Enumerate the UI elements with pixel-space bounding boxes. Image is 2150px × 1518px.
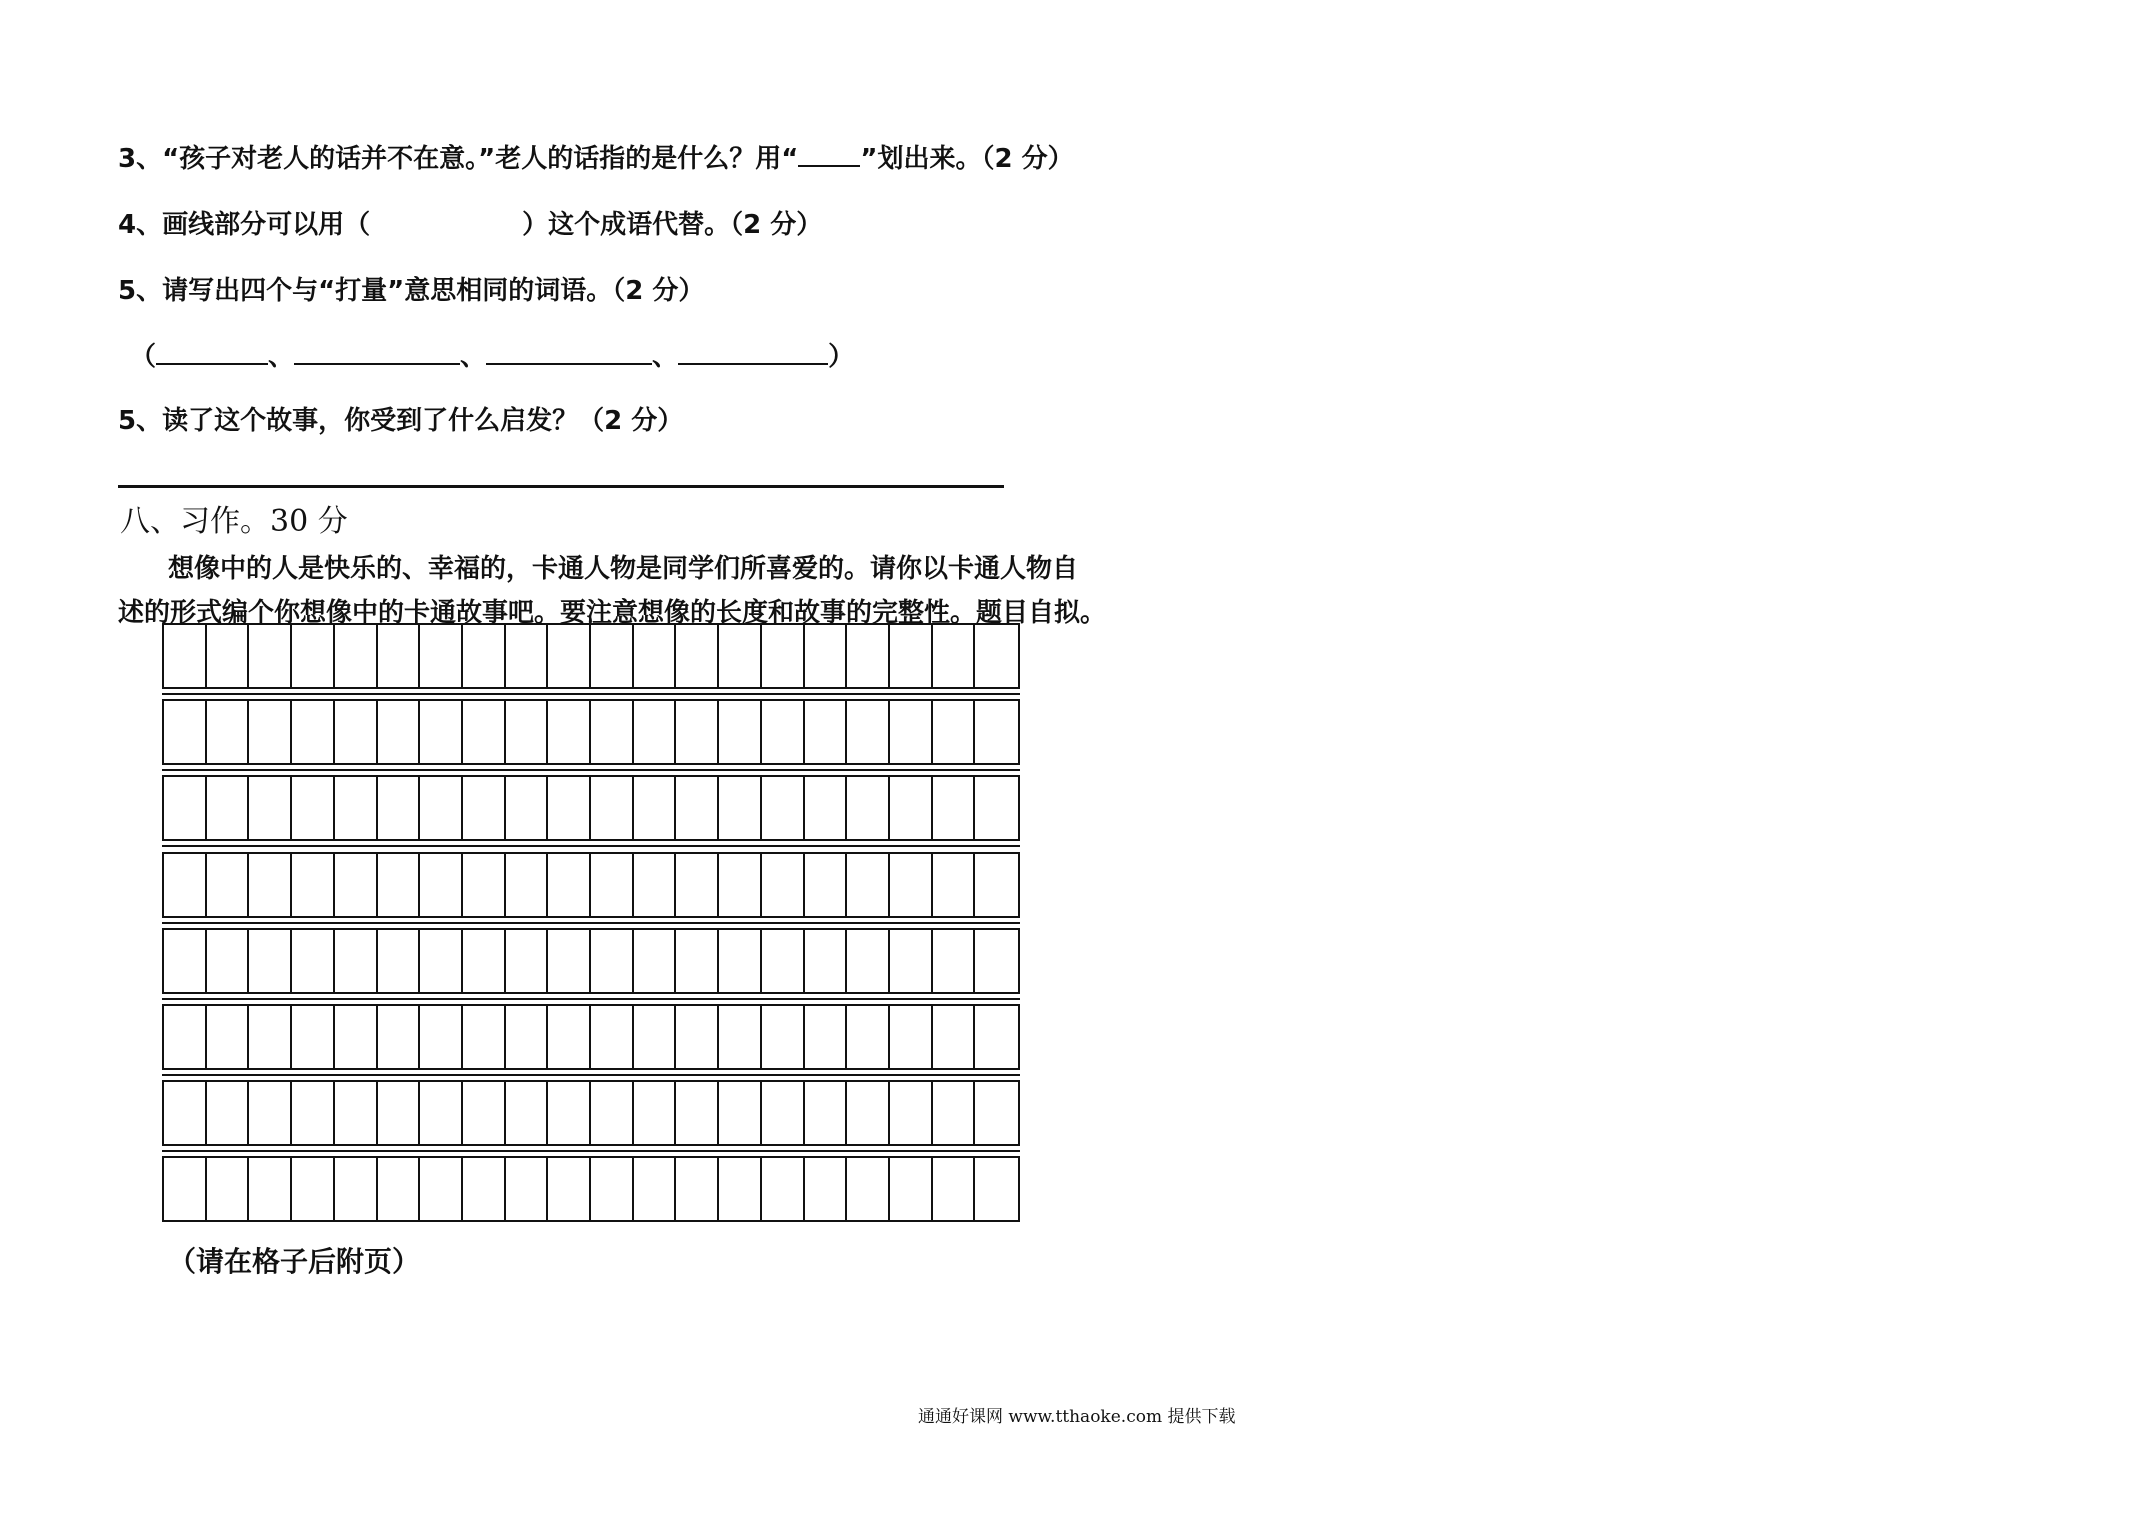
grid-row-divider <box>162 693 1020 695</box>
grid-row <box>162 852 1020 918</box>
grid-cell[interactable] <box>719 701 762 763</box>
grid-row <box>162 699 1020 765</box>
grid-cell[interactable] <box>847 701 890 763</box>
grid-cell[interactable] <box>506 854 549 916</box>
grid-cell[interactable] <box>975 1006 1018 1068</box>
grid-cell[interactable] <box>591 930 634 992</box>
grid-cell[interactable] <box>335 854 378 916</box>
grid-cell[interactable] <box>719 1006 762 1068</box>
grid-cell[interactable] <box>975 930 1018 992</box>
grid-cell[interactable] <box>420 854 463 916</box>
question-3-text: 3、“孩子对老人的话并不在意。”老人的话指的是什么？用“ <box>118 144 799 174</box>
grid-cell[interactable] <box>292 854 335 916</box>
grid-cell[interactable] <box>805 1006 848 1068</box>
grid-cell[interactable] <box>207 1158 250 1220</box>
grid-cell[interactable] <box>506 1158 549 1220</box>
grid-cell[interactable] <box>933 701 976 763</box>
grid-cell[interactable] <box>975 625 1018 687</box>
grid-cell[interactable] <box>249 1158 292 1220</box>
grid-cell[interactable] <box>335 930 378 992</box>
grid-row <box>162 1004 1020 1070</box>
grid-cell[interactable] <box>420 777 463 839</box>
grid-cell[interactable] <box>506 701 549 763</box>
grid-cell[interactable] <box>591 1158 634 1220</box>
separator: 、 <box>460 342 487 372</box>
grid-cell[interactable] <box>805 854 848 916</box>
grid-cell[interactable] <box>463 777 506 839</box>
grid-cell[interactable] <box>890 854 933 916</box>
grid-cell[interactable] <box>847 1082 890 1144</box>
grid-cell[interactable] <box>676 701 719 763</box>
footer-credit: 通通好课网 www.tthaoke.com 提供下载 <box>918 1407 1236 1427</box>
grid-cell[interactable] <box>548 1006 591 1068</box>
grid-cell[interactable] <box>890 1158 933 1220</box>
grid-cell[interactable] <box>805 1158 848 1220</box>
grid-cell[interactable] <box>676 854 719 916</box>
grid-cell[interactable] <box>164 1006 207 1068</box>
grid-cell[interactable] <box>292 701 335 763</box>
grid-cell[interactable] <box>676 1006 719 1068</box>
grid-cell[interactable] <box>847 1006 890 1068</box>
grid-cell[interactable] <box>933 1006 976 1068</box>
grid-cell[interactable] <box>207 625 250 687</box>
grid-cell[interactable] <box>634 777 677 839</box>
grid-cell[interactable] <box>719 1158 762 1220</box>
question-5-synonyms: 5、请写出四个与“打量”意思相同的词语。（2 分） <box>118 276 705 306</box>
grid-cell[interactable] <box>890 1006 933 1068</box>
grid-cell[interactable] <box>933 930 976 992</box>
grid-cell[interactable] <box>847 777 890 839</box>
grid-cell[interactable] <box>719 1082 762 1144</box>
grid-cell[interactable] <box>634 1158 677 1220</box>
section-heading: 八、习作。30 分 <box>120 504 348 539</box>
grid-cell[interactable] <box>890 701 933 763</box>
grid-row <box>162 623 1020 689</box>
grid-row <box>162 1080 1020 1146</box>
grid-cell[interactable] <box>805 1082 848 1144</box>
grid-cell[interactable] <box>463 701 506 763</box>
grid-cell[interactable] <box>249 625 292 687</box>
grid-cell[interactable] <box>591 1006 634 1068</box>
grid-cell[interactable] <box>164 1158 207 1220</box>
grid-cell[interactable] <box>975 1158 1018 1220</box>
grid-cell[interactable] <box>805 777 848 839</box>
grid-cell[interactable] <box>805 701 848 763</box>
grid-cell[interactable] <box>890 777 933 839</box>
grid-cell[interactable] <box>292 1082 335 1144</box>
grid-cell[interactable] <box>335 701 378 763</box>
grid-cell[interactable] <box>975 1082 1018 1144</box>
grid-cell[interactable] <box>463 930 506 992</box>
grid-cell[interactable] <box>762 701 805 763</box>
grid-cell[interactable] <box>420 1158 463 1220</box>
grid-cell[interactable] <box>719 625 762 687</box>
grid-cell[interactable] <box>634 625 677 687</box>
grid-cell[interactable] <box>207 1082 250 1144</box>
grid-cell[interactable] <box>292 625 335 687</box>
grid-cell[interactable] <box>591 625 634 687</box>
grid-cell[interactable] <box>591 1082 634 1144</box>
grid-cell[interactable] <box>548 854 591 916</box>
grid-cell[interactable] <box>335 625 378 687</box>
grid-cell[interactable] <box>420 930 463 992</box>
grid-cell[interactable] <box>378 1006 421 1068</box>
grid-cell[interactable] <box>292 1006 335 1068</box>
grid-cell[interactable] <box>164 777 207 839</box>
grid-cell[interactable] <box>548 1082 591 1144</box>
grid-cell[interactable] <box>634 701 677 763</box>
grid-cell[interactable] <box>292 1158 335 1220</box>
grid-cell[interactable] <box>292 777 335 839</box>
grid-cell[interactable] <box>164 1082 207 1144</box>
question-3-mark-blank[interactable] <box>798 145 860 167</box>
grid-cell[interactable] <box>890 930 933 992</box>
question-4-text: 4、画线部分可以用（ <box>118 210 371 240</box>
writing-grid[interactable] <box>162 623 1020 1223</box>
question-3-points: ”划出来。（2 分） <box>860 144 1074 174</box>
grid-cell[interactable] <box>719 854 762 916</box>
grid-cell[interactable] <box>762 777 805 839</box>
grid-cell[interactable] <box>933 854 976 916</box>
grid-cell[interactable] <box>634 1082 677 1144</box>
grid-cell[interactable] <box>506 777 549 839</box>
grid-cell[interactable] <box>420 701 463 763</box>
grid-cell[interactable] <box>676 930 719 992</box>
grid-cell[interactable] <box>634 930 677 992</box>
grid-cell[interactable] <box>676 777 719 839</box>
grid-cell[interactable] <box>164 854 207 916</box>
grid-cell[interactable] <box>249 930 292 992</box>
grid-row <box>162 1156 1020 1222</box>
grid-cell[interactable] <box>676 1158 719 1220</box>
grid-cell[interactable] <box>847 1158 890 1220</box>
grid-cell[interactable] <box>164 930 207 992</box>
grid-cell[interactable] <box>207 1006 250 1068</box>
grid-cell[interactable] <box>762 1158 805 1220</box>
grid-cell[interactable] <box>463 1006 506 1068</box>
question-4 <box>118 204 822 241</box>
grid-cell[interactable] <box>249 854 292 916</box>
grid-cell[interactable] <box>378 625 421 687</box>
grid-cell[interactable] <box>762 625 805 687</box>
grid-cell[interactable] <box>207 777 250 839</box>
grid-cell[interactable] <box>378 1082 421 1144</box>
grid-cell[interactable] <box>506 1006 549 1068</box>
grid-cell[interactable] <box>420 1082 463 1144</box>
grid-cell[interactable] <box>506 1082 549 1144</box>
question-5-inspiration: 5、读了这个故事，你受到了什么启发？（2 分） <box>118 406 684 436</box>
grid-cell[interactable] <box>249 777 292 839</box>
grid-note: （请在格子后附页） <box>168 1245 421 1278</box>
grid-cell[interactable] <box>207 854 250 916</box>
grid-cell[interactable] <box>975 854 1018 916</box>
synonym-blank-2[interactable] <box>294 343 460 365</box>
grid-row-divider <box>162 769 1020 771</box>
grid-cell[interactable] <box>207 701 250 763</box>
grid-cell[interactable] <box>676 625 719 687</box>
grid-row <box>162 928 1020 994</box>
grid-cell[interactable] <box>975 777 1018 839</box>
close-paren: ） <box>828 342 855 372</box>
synonym-blank-1[interactable] <box>156 343 268 365</box>
grid-row-divider <box>162 998 1020 1000</box>
grid-cell[interactable] <box>847 930 890 992</box>
grid-cell[interactable] <box>378 854 421 916</box>
grid-row-divider <box>162 1074 1020 1076</box>
grid-cell[interactable] <box>378 930 421 992</box>
grid-cell[interactable] <box>335 1158 378 1220</box>
grid-cell[interactable] <box>420 1006 463 1068</box>
grid-cell[interactable] <box>805 625 848 687</box>
grid-cell[interactable] <box>249 701 292 763</box>
writing-prompt-line-2: 述的形式编个你想像中的卡通故事吧。要注意想像的长度和故事的完整性。题目自拟。 <box>118 598 1107 628</box>
grid-cell[interactable] <box>762 854 805 916</box>
grid-cell[interactable] <box>164 625 207 687</box>
grid-cell[interactable] <box>933 1158 976 1220</box>
grid-cell[interactable] <box>548 930 591 992</box>
question-4-points: ）这个成语代替。（2 分） <box>522 210 823 240</box>
grid-cell[interactable] <box>207 930 250 992</box>
open-paren: （ <box>130 342 157 372</box>
grid-cell[interactable] <box>378 1158 421 1220</box>
grid-cell[interactable] <box>933 625 976 687</box>
grid-cell[interactable] <box>805 930 848 992</box>
grid-cell[interactable] <box>548 777 591 839</box>
grid-cell[interactable] <box>719 777 762 839</box>
grid-cell[interactable] <box>335 1006 378 1068</box>
grid-cell[interactable] <box>164 701 207 763</box>
grid-cell[interactable] <box>719 930 762 992</box>
grid-cell[interactable] <box>676 1082 719 1144</box>
question-3 <box>118 138 1074 175</box>
grid-cell[interactable] <box>463 625 506 687</box>
synonym-blanks <box>130 336 854 373</box>
grid-cell[interactable] <box>548 625 591 687</box>
grid-cell[interactable] <box>378 777 421 839</box>
grid-cell[interactable] <box>378 701 421 763</box>
grid-cell[interactable] <box>634 854 677 916</box>
grid-cell[interactable] <box>975 701 1018 763</box>
grid-row-divider <box>162 1150 1020 1152</box>
grid-cell[interactable] <box>591 854 634 916</box>
synonym-blank-4[interactable] <box>678 343 828 365</box>
grid-cell[interactable] <box>762 1006 805 1068</box>
grid-cell[interactable] <box>335 777 378 839</box>
grid-cell[interactable] <box>506 930 549 992</box>
grid-cell[interactable] <box>249 1082 292 1144</box>
grid-cell[interactable] <box>463 854 506 916</box>
grid-row-divider <box>162 922 1020 924</box>
grid-cell[interactable] <box>847 625 890 687</box>
grid-cell[interactable] <box>420 625 463 687</box>
grid-cell[interactable] <box>847 854 890 916</box>
grid-cell[interactable] <box>890 1082 933 1144</box>
grid-cell[interactable] <box>634 1006 677 1068</box>
grid-cell[interactable] <box>292 930 335 992</box>
separator: 、 <box>268 342 295 372</box>
synonym-blank-3[interactable] <box>486 343 652 365</box>
grid-cell[interactable] <box>762 930 805 992</box>
grid-cell[interactable] <box>933 1082 976 1144</box>
grid-cell[interactable] <box>249 1006 292 1068</box>
grid-row <box>162 775 1020 841</box>
grid-cell[interactable] <box>463 1158 506 1220</box>
grid-cell[interactable] <box>335 1082 378 1144</box>
separator: 、 <box>652 342 679 372</box>
grid-cell[interactable] <box>463 1082 506 1144</box>
grid-cell[interactable] <box>762 1082 805 1144</box>
grid-cell[interactable] <box>548 701 591 763</box>
inspiration-answer-line[interactable] <box>118 485 1004 488</box>
grid-cell[interactable] <box>506 625 549 687</box>
writing-prompt-line-1: 想像中的人是快乐的、幸福的，卡通人物是同学们所喜爱的。请你以卡通人物自 <box>168 554 1079 584</box>
grid-cell[interactable] <box>591 701 634 763</box>
grid-cell[interactable] <box>933 777 976 839</box>
grid-row-divider <box>162 845 1020 847</box>
grid-cell[interactable] <box>548 1158 591 1220</box>
grid-cell[interactable] <box>591 777 634 839</box>
grid-cell[interactable] <box>890 625 933 687</box>
